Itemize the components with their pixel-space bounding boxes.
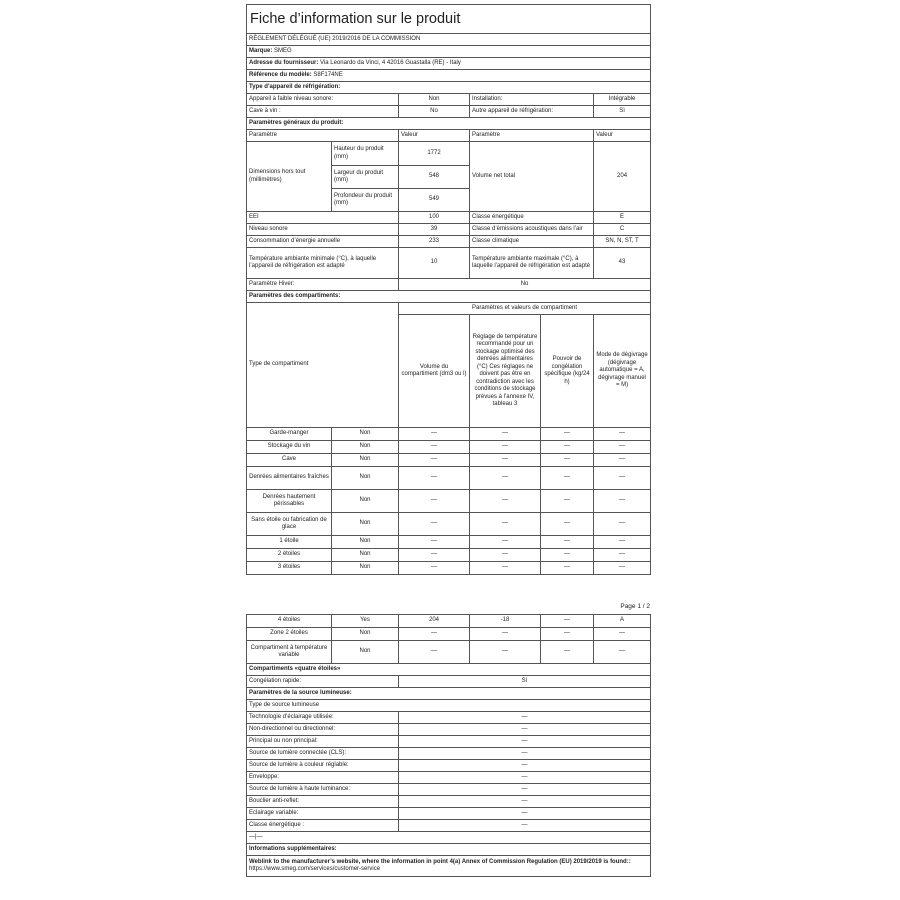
compartment-freeze: — (541, 549, 594, 562)
supplier-label: Adresse du fournisseur: (249, 59, 319, 66)
model-row (247, 70, 651, 82)
light-source-row (247, 820, 651, 832)
light-param-label: Technologie d’éclairage utilisée: (247, 712, 399, 724)
winter-param-value: No (399, 279, 651, 291)
compartment-freeze: — (541, 615, 594, 628)
page-number: Page 1 / 2 (620, 603, 650, 610)
eei-value: 100 (399, 212, 470, 224)
compartment-defrost: — (594, 562, 651, 575)
volume-label: Volume net total (470, 142, 594, 212)
light-param-value: — (399, 748, 651, 760)
compartment-defrost: — (594, 454, 651, 467)
light-source-heading: Paramètres de la source lumineuse: (247, 688, 651, 700)
compartment-volume: — (399, 628, 470, 641)
compartment-present: Non (332, 536, 399, 549)
depth-value: 549 (399, 189, 470, 212)
compartment-present: Non (332, 454, 399, 467)
compartment-name: 1 étoile (247, 536, 332, 549)
compartment-name: Sans étoile ou fabrication de glace (247, 513, 332, 536)
compartment-defrost: — (594, 513, 651, 536)
compartment-temp: — (470, 562, 541, 575)
compartment-volume: — (399, 454, 470, 467)
light-param-label: Principal ou non principal: (247, 736, 399, 748)
four-star-heading: Compartiments «quatre étoiles» (247, 664, 651, 676)
installation-value: Intégrable (594, 94, 651, 106)
compartment-freeze: — (541, 441, 594, 454)
light-param-value: — (399, 796, 651, 808)
compartment-row (247, 549, 651, 562)
width-label: Largeur du produit (mm) (332, 166, 399, 189)
product-sheet-table-continued (246, 614, 651, 877)
other-appliance-label: Autre appareil de réfrigération: (470, 106, 594, 118)
noise-level-label: Niveau sonore (247, 224, 399, 236)
light-source-row (247, 748, 651, 760)
compartment-row (247, 628, 651, 641)
compartment-row (247, 615, 651, 628)
light-param-label: Non-directionnel ou directionnel: (247, 724, 399, 736)
compartment-present: Non (332, 428, 399, 441)
weblink-url[interactable]: https://www.smeg.com/services/customer-service (249, 866, 381, 872)
light-param-value: — (399, 808, 651, 820)
compartment-freeze: — (541, 428, 594, 441)
light-source-rows (247, 712, 651, 832)
light-param-label: Eclairage variable: (247, 808, 399, 820)
light-param-value: — (399, 736, 651, 748)
light-source-row (247, 736, 651, 748)
light-param-value: — (399, 712, 651, 724)
min-temp-value: 10 (399, 248, 470, 279)
compartment-row (247, 428, 651, 441)
compartment-row (247, 454, 651, 467)
light-param-label: Enveloppe: (247, 772, 399, 784)
compartment-volume: — (399, 549, 470, 562)
compartment-row (247, 467, 651, 490)
compartment-row (247, 441, 651, 454)
winter-param-label: Paramètre Hiver: (247, 279, 399, 291)
light-source-row (247, 772, 651, 784)
col-volume-header: Volume du compartiment (dm3 ou l) (399, 315, 470, 428)
compartment-name: Stockage du vin (247, 441, 332, 454)
compartment-defrost: — (594, 428, 651, 441)
light-param-label: Bouclier anti-reflet: (247, 796, 399, 808)
compartment-freeze: — (541, 490, 594, 513)
compartment-defrost: — (594, 549, 651, 562)
fast-freeze-label: Congélation rapide: (247, 676, 399, 688)
regulation-line: RÈGLEMENT DÉLÉGUÉ (UE) 2019/2016 DE LA COMMISSION (247, 34, 651, 46)
compartment-freeze: — (541, 641, 594, 664)
light-source-row (247, 724, 651, 736)
compartment-present: Non (332, 513, 399, 536)
weblink-text: Weblink to the manufacturer’s website, where the information in point 4(a) Annex of Commission Regulation (EU) 2019/2019 is found:: (249, 858, 631, 865)
low-noise-value: Non (399, 94, 470, 106)
compartment-volume: — (399, 641, 470, 664)
compartment-name: Compartiment à température variable (247, 641, 332, 664)
compartment-temp: — (470, 536, 541, 549)
compartment-present: Non (332, 549, 399, 562)
brand-value: SMEG (274, 47, 292, 54)
col-param2-header: Paramètre (470, 130, 594, 142)
compartment-volume: 204 (399, 615, 470, 628)
compartment-defrost: — (594, 441, 651, 454)
compartment-volume: — (399, 490, 470, 513)
compartment-temp: — (470, 428, 541, 441)
compartment-row (247, 490, 651, 513)
light-param-value: — (399, 760, 651, 772)
light-param-label: Classe énergétique : (247, 820, 399, 832)
light-source-row (247, 760, 651, 772)
col-temp-header: Réglage de température recommandé pour un stockage optimisé des denrées alimentaires (°C) Ces réglages ne doivent pas être en contradiction avec les conditions de stockage prévues à l’annexe IV, tableau 3 (470, 315, 541, 428)
compartment-present: Non (332, 641, 399, 664)
page-two (246, 614, 650, 877)
compartment-volume: — (399, 441, 470, 454)
light-param-value: — (399, 784, 651, 796)
compartment-temp: -18 (470, 615, 541, 628)
compartment-rows-page2 (247, 615, 651, 664)
general-params-heading: Paramètres généraux du produit: (247, 118, 651, 130)
col-param-header: Paramètre (247, 130, 399, 142)
compartment-freeze: — (541, 628, 594, 641)
compartment-rows-page1 (247, 428, 651, 575)
light-param-value: — (399, 820, 651, 832)
wine-cellar-value: No (399, 106, 470, 118)
compartment-volume: — (399, 513, 470, 536)
light-param-value: — (399, 724, 651, 736)
compartment-row (247, 513, 651, 536)
supplier-value: Via Leonardo da Vinci, 4 42016 Guastalla (RE) - Italy (320, 59, 461, 66)
min-temp-label: Température ambiante minimale (°C), à laquelle l’appareil de réfrigération est adapté (247, 248, 399, 279)
fast-freeze-value: Sì (399, 676, 651, 688)
depth-label: Profondeur du produit (mm) (332, 189, 399, 212)
compartment-present: Non (332, 490, 399, 513)
dimensions-label: Dimensions hors tout (millimètres) (247, 142, 332, 212)
compartment-type-label: Type de compartiment (247, 303, 399, 428)
compartment-freeze: — (541, 562, 594, 575)
energy-class-value: E (594, 212, 651, 224)
compartment-name: Zone 2 étoiles (247, 628, 332, 641)
compartments-heading: Paramètres des compartiments: (247, 291, 651, 303)
max-temp-label: Température ambiante maximale (°C), à laquelle l’appareil de réfrigération est adapté (470, 248, 594, 279)
page-title: Fiche d’information sur le produit (247, 5, 651, 34)
compartment-present: Non (332, 467, 399, 490)
compartment-name: Denrées hautement périssables (247, 490, 332, 513)
compartment-volume: — (399, 536, 470, 549)
width-value: 548 (399, 166, 470, 189)
climate-class-value: SN, N, ST, T (594, 236, 651, 248)
model-label: Référence du modèle: (249, 71, 312, 78)
compartment-present: Non (332, 628, 399, 641)
light-source-row (247, 712, 651, 724)
compartment-name: Cave (247, 454, 332, 467)
eei-label: EEI (247, 212, 399, 224)
compartment-temp: — (470, 628, 541, 641)
product-sheet-table (246, 4, 651, 575)
compartment-defrost: — (594, 536, 651, 549)
col-value2-header: Valeur (594, 130, 651, 142)
compartment-defrost: — (594, 628, 651, 641)
consumption-label: Consommation d’énergie annuelle (247, 236, 399, 248)
light-param-label: Source de lumière à couleur réglable: (247, 760, 399, 772)
light-source-row (247, 796, 651, 808)
col-freeze-header: Pouvoir de congélation spécifique (kg/24 h) (541, 315, 594, 428)
compartment-name: Denrées alimentaires fraîches (247, 467, 332, 490)
compartment-volume: — (399, 467, 470, 490)
compartment-present: Non (332, 562, 399, 575)
compartment-volume: — (399, 428, 470, 441)
compartment-temp: — (470, 513, 541, 536)
noise-level-value: 39 (399, 224, 470, 236)
compartment-row (247, 641, 651, 664)
max-temp-value: 43 (594, 248, 651, 279)
appliance-type-heading: Type d’appareil de réfrigération: (247, 82, 651, 94)
compartment-defrost: — (594, 490, 651, 513)
light-extra-row: —|— (247, 832, 651, 844)
brand-label: Marque: (249, 47, 273, 54)
compartment-freeze: — (541, 467, 594, 490)
light-param-label: Source de lumière à haute luminance: (247, 784, 399, 796)
compartment-present: Yes (332, 615, 399, 628)
model-value: S8F174NE (313, 71, 343, 78)
additional-info-heading: Informations supplémentaires: (247, 844, 651, 856)
consumption-value: 233 (399, 236, 470, 248)
installation-label: Installation: (470, 94, 594, 106)
compartment-freeze: — (541, 513, 594, 536)
light-source-type-label: Type de source lumineuse (247, 700, 651, 712)
noise-class-value: C (594, 224, 651, 236)
compartment-group-header: Paramètres et valeurs de compartiment (399, 303, 651, 315)
brand-row (247, 46, 651, 58)
supplier-row (247, 58, 651, 70)
weblink-cell (247, 856, 651, 877)
height-value: 1772 (399, 142, 470, 166)
light-source-row (247, 808, 651, 820)
compartment-freeze: — (541, 454, 594, 467)
col-defrost-header: Mode de dégivrage (dégivrage automatique = A, dégivrage manuel = M) (594, 315, 651, 428)
compartment-temp: — (470, 441, 541, 454)
height-label: Hauteur du produit (mm) (332, 142, 399, 166)
compartment-row (247, 562, 651, 575)
compartment-defrost: — (594, 641, 651, 664)
compartment-temp: — (470, 454, 541, 467)
compartment-name: 4 étoiles (247, 615, 332, 628)
wine-cellar-label: Cave à vin : (247, 106, 399, 118)
page-one (246, 4, 650, 575)
light-param-label: Source de lumière connectée (CLS): (247, 748, 399, 760)
compartment-temp: — (470, 490, 541, 513)
other-appliance-value: Sì (594, 106, 651, 118)
compartment-volume: — (399, 562, 470, 575)
compartment-name: 2 étoiles (247, 549, 332, 562)
compartment-temp: — (470, 467, 541, 490)
volume-value: 204 (594, 142, 651, 212)
compartment-freeze: — (541, 536, 594, 549)
compartment-temp: — (470, 641, 541, 664)
low-noise-label: Appareil à faible niveau sonore: (247, 94, 399, 106)
col-value-header: Valeur (399, 130, 470, 142)
compartment-name: Garde-manger (247, 428, 332, 441)
compartment-row (247, 536, 651, 549)
light-param-value: — (399, 772, 651, 784)
compartment-name: 3 étoiles (247, 562, 332, 575)
compartment-temp: — (470, 549, 541, 562)
compartment-defrost: — (594, 467, 651, 490)
compartment-defrost: A (594, 615, 651, 628)
noise-class-label: Classe d’émissions acoustiques dans l’air (470, 224, 594, 236)
climate-class-label: Classe climatique (470, 236, 594, 248)
compartment-present: Non (332, 441, 399, 454)
energy-class-label: Classe énergétique (470, 212, 594, 224)
light-source-row (247, 784, 651, 796)
